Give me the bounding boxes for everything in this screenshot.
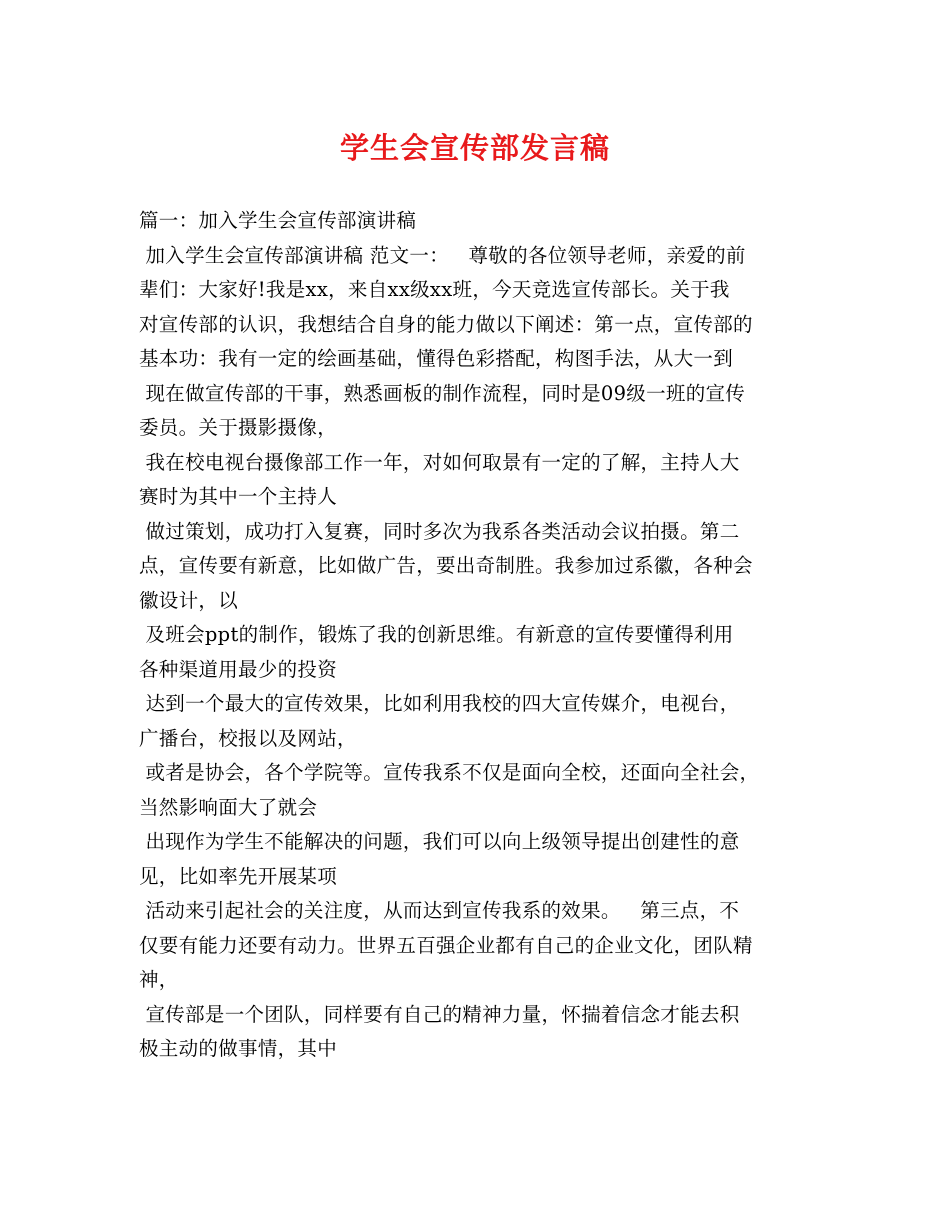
document-body <box>139 204 829 1067</box>
body-line: 宣传部是一个团队，同样要有自己的精神力量，怀揣着信念才能去积 <box>139 1002 740 1026</box>
body-line: 点，宣传要有新意，比如做广告，要出奇制胜。我参加过系徽，各种会 <box>139 554 753 577</box>
body-line: 基本功：我有一定的绘画基础，懂得色彩搭配，构图手法，从大一到 <box>139 347 734 370</box>
body-line: 出现作为学生不能解决的问题，我们可以向上级领导提出创建性的意 <box>139 830 740 853</box>
body-line: 赛时为其中一个主持人 <box>139 485 338 508</box>
body-line: 当然影响面大了就会 <box>139 795 318 819</box>
body-line: 见，比如率先开展某项 <box>139 864 338 888</box>
body-line: 做过策划，成功打入复赛，同时多次为我系各类活动会议拍摄。第二 <box>139 519 740 543</box>
body-line: 辈们：大家好!我是xx，来自xx级xx班，今天竞选宣传部长。关于我 <box>139 278 730 301</box>
body-line: 达到一个最大的宣传效果，比如利用我校的四大宣传媒介，电视台， <box>139 692 740 715</box>
body-line: 极主动的做事情，其中 <box>139 1037 338 1060</box>
body-line: 及班会ppt的制作，锻炼了我的创新思维。有新意的宣传要懂得利用 <box>139 623 734 646</box>
body-line: 加入学生会宣传部演讲稿 范文一： 尊敬的各位领导老师，亲爱的前 <box>139 243 746 267</box>
body-line: 各种渠道用最少的投资 <box>139 657 338 681</box>
body-line: 或者是协会，各个学院等。宣传我系不仅是面向全校，还面向全社会， <box>139 761 760 784</box>
document-title: 学生会宣传部发言稿 <box>339 131 610 165</box>
body-line: 广播台，校报以及网站， <box>139 726 357 750</box>
body-line: 篇一：加入学生会宣传部演讲稿 <box>139 209 417 232</box>
body-line: 对宣传部的认识，我想结合自身的能力做以下阐述：第一点，宣传部的 <box>139 312 753 336</box>
body-line: 我在校电视台摄像部工作一年，对如何取景有一定的了解，主持人大 <box>139 450 740 474</box>
body-line: 活动来引起社会的关注度，从而达到宣传我系的效果。 第三点，不 <box>139 899 740 922</box>
body-line: 徽设计，以 <box>139 588 239 612</box>
body-line: 委员。关于摄影摄像， <box>139 416 338 439</box>
body-line: 神， <box>139 968 179 991</box>
body-line: 现在做宣传部的干事，熟悉画板的制作流程，同时是09级一班的宣传 <box>139 381 746 405</box>
body-line: 仅要有能力还要有动力。世界五百强企业都有自己的企业文化，团队精 <box>139 933 753 957</box>
